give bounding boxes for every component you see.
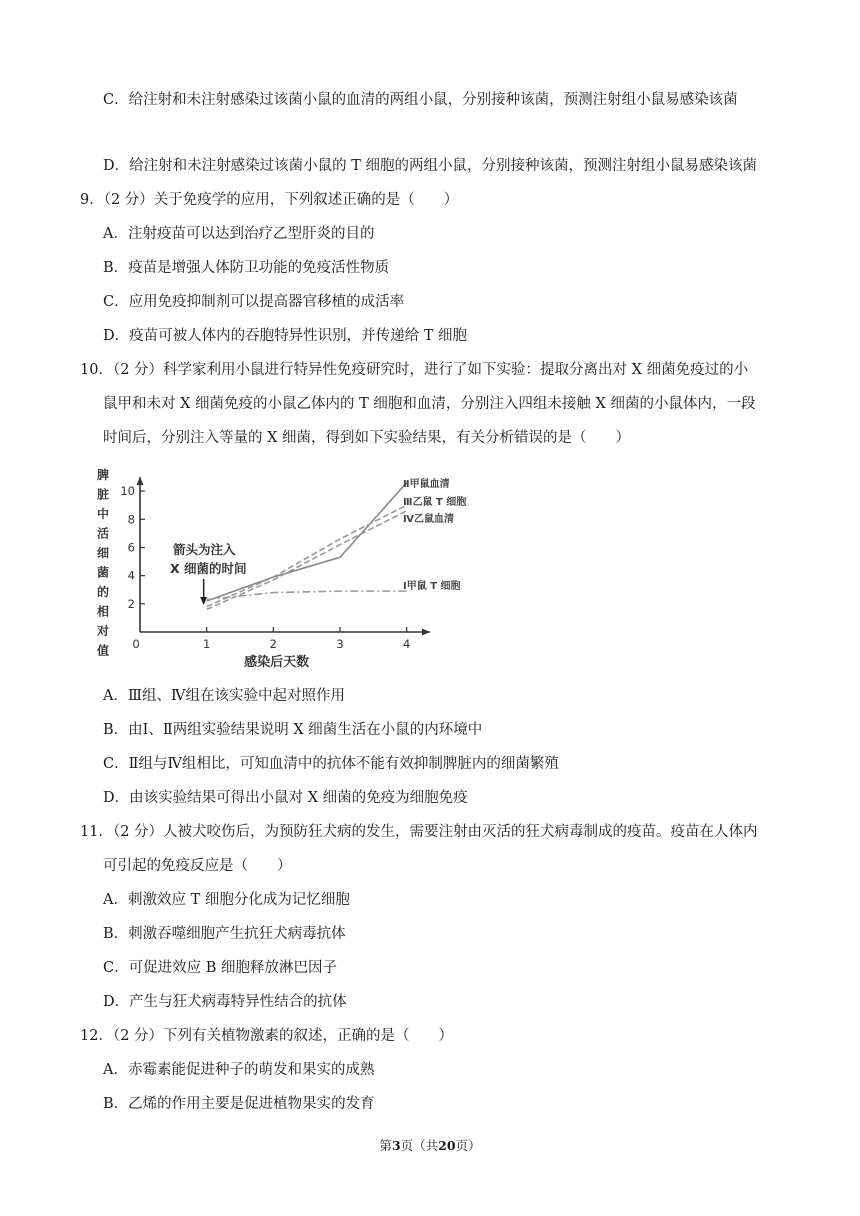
footer-page-number: 3	[391, 1138, 401, 1153]
q11-option-c: C．可促进效应 B 细胞释放淋巴因子	[103, 960, 337, 976]
series-label: Ⅲ乙鼠 T 细胞	[403, 497, 467, 508]
series-label: Ⅳ乙鼠血清	[403, 514, 454, 525]
q12-option-b: B．乙烯的作用主要是促进植物果实的发育	[103, 1096, 375, 1112]
q9-option-a: A．注射疫苗可以达到治疗乙型肝炎的目的	[103, 226, 375, 242]
x-tick-label: 3	[336, 637, 344, 651]
x-tick-label: 0	[132, 637, 140, 651]
q8-option-d: D．给注射和未注射感染过该菌小鼠的 T 细胞的两组小鼠，分别接种该菌，预测注射组小鼠易感染该菌	[103, 158, 758, 174]
q10-option-b: B．由Ⅰ、Ⅱ两组实验结果说明 X 细菌生活在小鼠的内环境中	[103, 722, 483, 738]
annotation-line-1: 箭头为注入	[173, 542, 236, 557]
q9-option-c: C．应用免疫抑制剂可以提高器官移植的成活率	[103, 294, 405, 310]
q9-option-d: D．疫苗可被人体内的吞胞特异性识别，并传递给 T 细胞	[103, 328, 468, 344]
x-axis-arrow	[422, 629, 430, 636]
x-tick-label: 1	[203, 637, 211, 651]
y-tick-label: 6	[127, 540, 135, 555]
q9-stem: 9．（2 分）关于免疫学的应用，下列叙述正确的是（ ）	[80, 192, 459, 208]
y-tick-label: 8	[127, 512, 135, 527]
footer-prefix: 第	[379, 1138, 392, 1153]
q10-option-a: A．Ⅲ组、Ⅳ组在该实验中起对照作用	[103, 688, 345, 704]
y-tick-label: 4	[127, 568, 135, 583]
y-tick-label: 2	[127, 596, 135, 611]
q10-option-d: D．由该实验结果可得出小鼠对 X 细菌的免疫为细胞免疫	[103, 790, 468, 806]
series-line	[207, 483, 407, 601]
footer-suffix: 页）	[455, 1138, 481, 1153]
q8-option-c: C．给注射和未注射感染过该菌小鼠的血清的两组小鼠，分别接种该菌，预测注射组小鼠易感染该菌	[103, 92, 738, 108]
q11-stem-line-1: 11．（2 分）人被犬咬伤后，为预防狂犬病的发生，需要注射由灭活的狂犬病毒制成的疫苗。疫苗在人体内	[80, 824, 758, 840]
y-axis-label-char: 菌	[96, 565, 110, 580]
q12-option-a: A．赤霉素能促进种子的萌发和果实的成熟	[103, 1062, 375, 1078]
footer-middle: 页（共	[400, 1138, 439, 1153]
q9-option-b: B．疫苗是增强人体防卫功能的免疫活性物质	[103, 260, 390, 276]
y-axis-label-char: 脾	[96, 468, 110, 482]
x-tick-label: 2	[269, 637, 277, 651]
q10-stem-line-2: 鼠甲和未对 X 细菌免疫的小鼠乙体内的 T 细胞和血清，分别注入四组未接触 X 细菌的小鼠体内，一段	[103, 396, 756, 412]
q11-option-a: A．刺激效应 T 细胞分化成为记忆细胞	[103, 892, 350, 908]
series-label: Ⅰ甲鼠 T 细胞	[403, 581, 461, 592]
q11-option-b: B．刺激吞噬细胞产生抗狂犬病毒抗体	[103, 926, 346, 942]
q10-stem-line-1: 10．（2 分）科学家利用小鼠进行特异性免疫研究时，进行了如下实验：提取分离出对 X 细菌免疫过的小	[80, 362, 749, 378]
x-tick-label: 4	[403, 637, 411, 651]
footer-total-pages: 20	[438, 1138, 456, 1153]
y-axis-label-char: 活	[96, 526, 110, 541]
bacteria-count-chart	[95, 465, 495, 670]
annotation-line-2: X 细菌的时间	[170, 561, 247, 576]
q12-stem: 12．（2 分）下列有关植物激素的叙述，正确的是（ ）	[80, 1028, 454, 1044]
y-axis-label-char: 相	[96, 604, 110, 619]
q11-stem-line-2: 可引起的免疫反应是（ ）	[103, 858, 292, 874]
page-footer	[0, 1137, 860, 1155]
y-axis-label-char: 的	[96, 585, 110, 599]
y-tick-label: 10	[120, 484, 135, 499]
y-axis-label-char: 脏	[96, 487, 110, 502]
y-axis-label-char: 细	[96, 546, 110, 560]
q10-stem-line-3: 时间后，分别注入等量的 X 细菌，得到如下实验结果，有关分析错误的是（ ）	[103, 430, 631, 446]
series-line	[207, 591, 407, 599]
q11-option-d: D．产生与狂犬病毒特异性结合的抗体	[103, 994, 347, 1010]
y-axis-label-char: 对	[96, 624, 110, 638]
injection-arrow-head	[200, 597, 207, 605]
x-axis-label: 感染后天数	[244, 655, 310, 670]
series-label: Ⅱ甲鼠血清	[403, 479, 450, 490]
y-axis-label-char: 中	[96, 507, 110, 521]
y-axis-arrow	[137, 477, 144, 485]
q10-option-c: C．Ⅱ组与Ⅳ组相比，可知血清中的抗体不能有效抑制脾脏内的细菌繁殖	[103, 756, 559, 772]
y-axis-label-char: 值	[96, 643, 110, 658]
